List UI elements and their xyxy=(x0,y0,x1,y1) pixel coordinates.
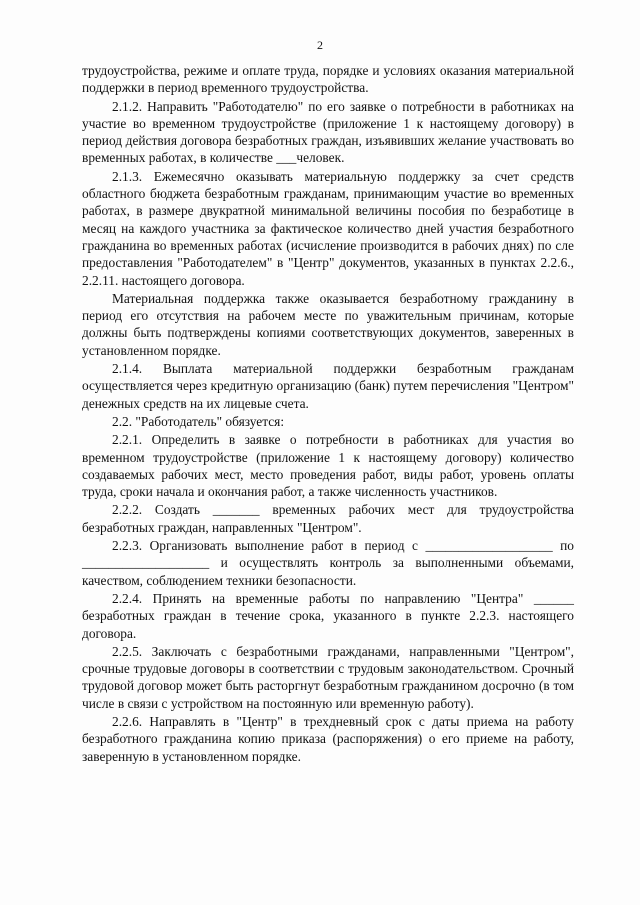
paragraph-2-1-3: 2.1.3. Ежемесячно оказывать материальную поддержку за счет средств областного бюджета безработным гражданам, принимающим участие во временных работах, в размере двукратной минимальной величины пособия по безработице в месяц на каждого участника за фактическое количество дней участия безработного гражданина во временных работах (исчисление производится в рабочих днях) по сле предоставления "Работодателем" в "Центр" документов, указанных в пунктах 2.2.6., 2.2.11. настоящего договора. xyxy=(82,168,574,288)
paragraph-continuation: трудоустройства, режиме и оплате труда, порядке и условиях оказания материальной поддержки в период временного трудоустройства. xyxy=(82,63,574,96)
document-body xyxy=(82,62,574,765)
paragraph-2-2-4: 2.2.4. Принять на временные работы по направлению "Центра" ______ безработных граждан в течение срока, указанного в пункте 2.2.3. настоящего договора. xyxy=(82,590,574,641)
paragraph-2-2-1: 2.2.1. Определить в заявке о потребности в работниках для участия во временном трудоустройстве (приложение 1 к настоящему договору) количество создаваемых рабочих мест, место проведения работ, виды работ, уровень оплаты труда, сроки начала и окончания работ, а также численность участников. xyxy=(82,432,574,500)
paragraph-2-2-5: 2.2.5. Заключать с безработными гражданами, направленными "Центром", срочные трудовые договоры в соответствии с трудовым законодательством. Срочный трудовой договор может быть расторгнут безработным гражданином досрочно (в том числе в связи с устройством на постоянную или временную работу). xyxy=(82,643,574,711)
paragraph-2-2-3: 2.2.3. Организовать выполнение работ в период с ___________________ по ___________________ и осуществлять контроль за выполненными объемами, качеством, соблюдением техники безопасности. xyxy=(82,538,574,588)
paragraph-material-support: Материальная поддержка также оказывается безработному гражданину в период его отсутствия на рабочем месте по уважительным причинам, которые должны быть подтверждены копиями соответствующих документов, заверенных в установленном порядке. xyxy=(82,290,574,358)
paragraph-2-2-2: 2.2.2. Создать _______ временных рабочих мест для трудоустройства безработных граждан, направленных "Центром". xyxy=(82,502,574,535)
paragraph-2-1-4: 2.1.4. Выплата материальной поддержки безработным гражданам осуществляется через кредитную организацию (банк) путем перечисления "Центром" денежных средств на их лицевые счета. xyxy=(82,361,574,411)
page-number: 2 xyxy=(317,38,323,52)
paragraph-2-2: 2.2. "Работодатель" обязуется: xyxy=(112,413,285,429)
paragraph-2-2-6: 2.2.6. Направлять в "Центр" в трехдневный срок с даты приема на работу безработного гражданина копию приказа (распоряжения) о его приеме на работу, заверенную в установленном порядке. xyxy=(82,713,574,764)
paragraph-2-1-2: 2.1.2. Направить "Работодателю" по его заявке о потребности в работниках на участие во временном трудоустройстве (приложение 1 к настоящему договору) в период действия договора безработных граждан, изъявивших желание участвовать во временных работах, в количестве ___человек. xyxy=(82,98,574,166)
